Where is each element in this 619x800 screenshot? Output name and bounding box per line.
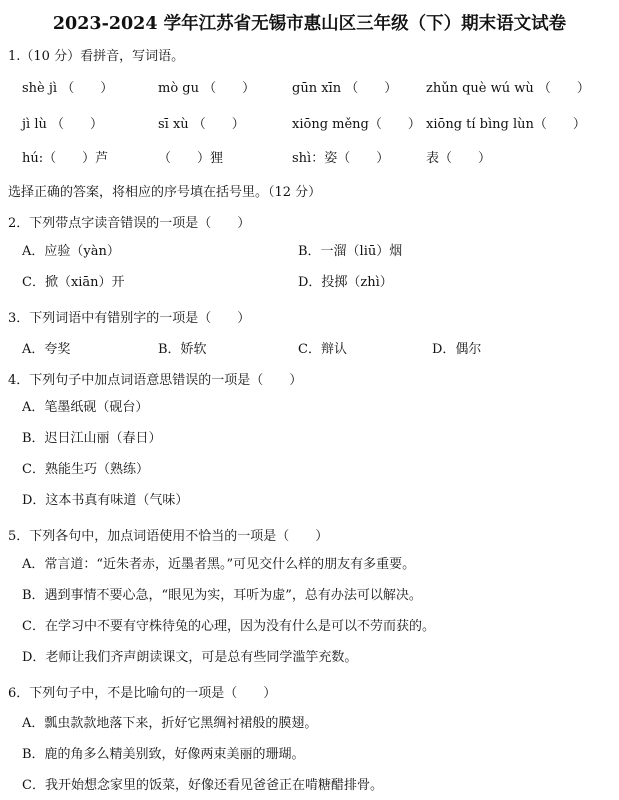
q6-option-a: A．瓢虫款款地落下来，折好它黑绸衬裙般的膜翅。 <box>22 716 318 731</box>
section-instruction: 选择正确的答案，将相应的序号填在括号里。（12 分） <box>8 185 322 200</box>
q5-option-b: B．遇到事情不要心急，“眼见为实，耳听为虚”，总有办法可以解决。 <box>22 588 422 603</box>
q5-stem: 5．下列各句中，加点词语使用不恰当的一项是（ ） <box>8 529 329 544</box>
q1-pinyin-item: xiōng tí bìng lùn（ ） <box>426 117 586 132</box>
q3-option-d: D．偶尔 <box>432 342 482 357</box>
q5-option-a: A．常言道：“近朱者赤，近墨者黑。”可见交什么样的朋友有多重要。 <box>22 557 416 572</box>
q1-pinyin-item: mò gu （ ） <box>158 81 256 96</box>
q1-pinyin-item: gūn xīn （ ） <box>292 81 398 96</box>
q5-option-c: C．在学习中不要有守株待兔的心理，因为没有什么是可以不劳而获的。 <box>22 619 435 634</box>
q1-pinyin-item: shè jì （ ） <box>22 81 114 96</box>
q3-option-a: A．夸奖 <box>22 342 71 357</box>
q2-option-b: B．一溜（liū）烟 <box>298 244 403 259</box>
q6-option-c: C．我开始想念家里的饭菜，好像还看见爸爸正在啃糖醋排骨。 <box>22 778 383 793</box>
q4-option-d: D．这本书真有味道（气味） <box>22 493 189 508</box>
q1-pinyin-item: hú:（ ）芦 <box>22 151 109 166</box>
q1-pinyin-item: jì lù （ ） <box>22 117 103 132</box>
q4-option-b: B．迟日江山丽（春日） <box>22 431 162 446</box>
q4-option-c: C．熟能生巧（熟练） <box>22 462 149 477</box>
q1-pinyin-item: （ ）狸 <box>158 151 224 166</box>
q3-option-c: C．辩认 <box>298 342 347 357</box>
q1-pinyin-item: zhǔn què wú wù （ ） <box>426 81 590 96</box>
q2-stem: 2．下列带点字读音错误的一项是（ ） <box>8 216 251 231</box>
exam-title: 2023-2024 学年江苏省无锡市惠山区三年级（下）期末语文试卷 <box>52 14 567 34</box>
q1-pinyin-item: xiōng měng（ ） <box>292 117 421 132</box>
q1-pinyin-item: sī xù （ ） <box>158 117 245 132</box>
q5-option-d: D．老师让我们齐声朗读课文，可是总有些同学滥竽充数。 <box>22 650 358 665</box>
q1-pinyin-item: shì：姿（ ） <box>292 151 390 166</box>
q3-stem: 3．下列词语中有错别字的一项是（ ） <box>8 311 251 326</box>
q2-option-c: C．掀（xiān）开 <box>22 275 125 290</box>
q2-option-d: D．投掷（zhì） <box>298 275 393 290</box>
q6-option-b: B．鹿的角多么精美别致，好像两束美丽的珊瑚。 <box>22 747 305 762</box>
q4-option-a: A．笔墨纸砚（砚台） <box>22 400 149 415</box>
q1-heading: 1.（10 分）看拼音，写词语。 <box>8 49 185 64</box>
q2-option-a: A．应验（yàn） <box>22 244 120 259</box>
q1-pinyin-item: 表（ ） <box>426 151 492 166</box>
q6-stem: 6．下列句子中，不是比喻句的一项是（ ） <box>8 686 277 701</box>
q4-stem: 4．下列句子中加点词语意思错误的一项是（ ） <box>8 373 303 388</box>
q3-option-b: B．娇软 <box>158 342 207 357</box>
